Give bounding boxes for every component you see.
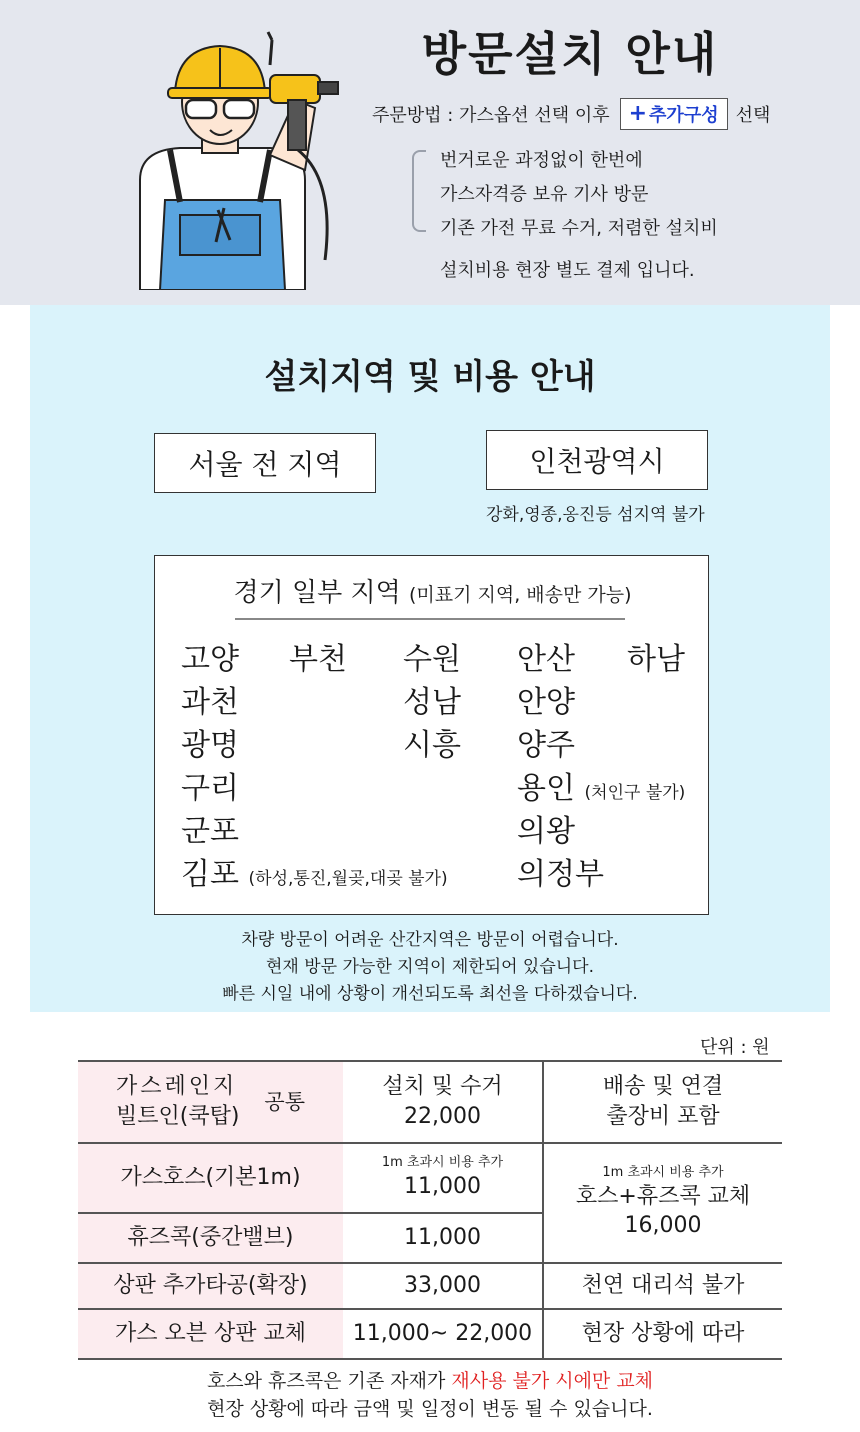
city-siheung: 시흥	[403, 728, 461, 763]
price-remark-cell: 현장 상황에 따라	[543, 1309, 782, 1359]
price-note: 1m 초과시 비용 추가	[602, 1164, 724, 1180]
install-price: 22,000	[404, 1104, 481, 1129]
price-value-cell	[343, 1061, 543, 1143]
city-hanam: 하남	[627, 642, 685, 677]
footer-note-highlight: 재사용 불가 시에만 교체	[451, 1370, 654, 1392]
city-gunpo: 군포	[181, 814, 239, 849]
incheon-note: 강화,영종,옹진등 섬지역 불가	[486, 505, 705, 525]
order-method-suffix: 선택	[735, 105, 771, 126]
feature-item: 가스자격증 보유 기사 방문	[440, 184, 649, 205]
city-ansan: 안산	[517, 642, 575, 677]
footer-note-line1	[0, 1366, 860, 1393]
city-uijeongbu: 의정부	[517, 857, 604, 892]
combo-price: 16,000	[624, 1213, 702, 1239]
city-gwangmyeong: 광명	[181, 728, 239, 763]
city-bucheon: 부천	[289, 642, 347, 677]
city-gwacheon: 과천	[181, 685, 239, 720]
price-value-cell	[343, 1143, 543, 1213]
city-yangju: 양주	[517, 728, 575, 763]
feature-item: 번거로운 과정없이 한번에	[440, 150, 643, 171]
add-option-label: 추가구성	[649, 105, 719, 126]
seoul-region-box	[154, 433, 376, 493]
combo-label: 호스+휴즈콕 교체	[575, 1183, 751, 1209]
hose-price: 11,000	[404, 1173, 481, 1199]
price-unit: 단위 : 원	[700, 1037, 770, 1058]
price-label-cell: 상판 추가타공(확장)	[78, 1263, 343, 1309]
city-seongnam: 성남	[403, 685, 461, 720]
builtin-label: 빌트인(쿡탑)	[115, 1104, 240, 1129]
city-suwon: 수원	[403, 642, 461, 677]
fuse-cock-price: 11,000	[343, 1213, 543, 1263]
price-label-cell: 가스 오븐 상판 교체	[78, 1309, 343, 1359]
range-label: 가스레인지	[115, 1074, 238, 1100]
price-table	[78, 1060, 782, 1360]
gyeonggi-title-sub: (미표기 지역, 배송만 가능)	[408, 584, 632, 606]
plus-icon: +	[628, 101, 648, 126]
gyeonggi-region-box	[154, 555, 709, 915]
common-label: 공통	[264, 1089, 305, 1114]
table-row	[78, 1143, 782, 1213]
price-remark-cell: 천연 대리석 불가	[543, 1263, 782, 1309]
worker-with-drill-illustration	[120, 30, 350, 290]
city-yongin-note: (처인구 불가)	[584, 783, 686, 803]
table-row	[78, 1061, 782, 1143]
city-gimpo-note: (하성,통진,월곶,대곶 불가)	[248, 869, 448, 889]
price-label-cell: 가스호스(기본1m)	[78, 1143, 343, 1213]
area-note-line: 현재 방문 가능한 지역이 제한되어 있습니다.	[265, 957, 595, 977]
page-title: 방문설치 안내	[421, 27, 719, 81]
install-guide-header	[0, 0, 860, 305]
price-label-cell: 휴즈콕(중간밸브)	[78, 1213, 343, 1263]
incheon-region-box	[486, 430, 708, 490]
feature-item: 기존 가전 무료 수거, 저렴한 설치비	[440, 218, 718, 239]
remark-line: 배송 및 연결	[602, 1074, 724, 1100]
city-goyang: 고양	[181, 642, 239, 677]
oven-top-price: 11,000~ 22,000	[343, 1309, 543, 1359]
price-label-cell	[78, 1061, 343, 1143]
add-option-badge	[620, 98, 728, 130]
table-row	[78, 1263, 782, 1309]
price-remark-cell	[543, 1061, 782, 1143]
gyeonggi-title-main: 경기 일부 지역	[233, 578, 401, 608]
city-anyang: 안양	[517, 685, 575, 720]
city-uiwang: 의왕	[517, 814, 575, 849]
area-note-line: 차량 방문이 어려운 산간지역은 방문이 어렵습니다.	[241, 930, 619, 950]
bracket-divider	[412, 150, 426, 232]
footer-note-text: 호스와 휴즈콕은 기존 자재가	[206, 1370, 452, 1392]
city-gimpo-label: 김포	[181, 857, 239, 892]
divider	[235, 618, 625, 620]
price-remark-cell	[543, 1143, 782, 1263]
price-note: 1m 초과시 비용 추가	[381, 1154, 504, 1170]
feature-item: 설치비용 현장 별도 결제 입니다.	[440, 260, 695, 281]
footer-note-line2: 현장 상황에 따라 금액 및 일정이 변동 될 수 있습니다.	[207, 1398, 653, 1420]
remark-line: 출장비 포함	[606, 1104, 720, 1129]
city-gimpo	[181, 849, 448, 893]
install-area-section	[30, 305, 830, 1012]
city-yongin-label: 용인	[517, 771, 575, 806]
install-removal-label: 설치 및 수거	[382, 1074, 503, 1100]
gyeonggi-title	[155, 572, 710, 609]
table-row	[78, 1309, 782, 1359]
city-guri: 구리	[181, 771, 239, 806]
order-method	[372, 98, 770, 130]
order-method-prefix: 주문방법 : 가스옵션 선택 이후	[372, 105, 610, 126]
area-note-line: 빠른 시일 내에 상황이 개선되도록 최선을 다하겠습니다.	[222, 984, 638, 1004]
extra-hole-price: 33,000	[343, 1263, 543, 1309]
incheon-region-label: 인천광역시	[529, 445, 665, 478]
city-yongin	[517, 763, 685, 807]
seoul-region-label: 서울 전 지역	[188, 448, 342, 481]
area-section-title: 설치지역 및 비용 안내	[264, 357, 596, 397]
